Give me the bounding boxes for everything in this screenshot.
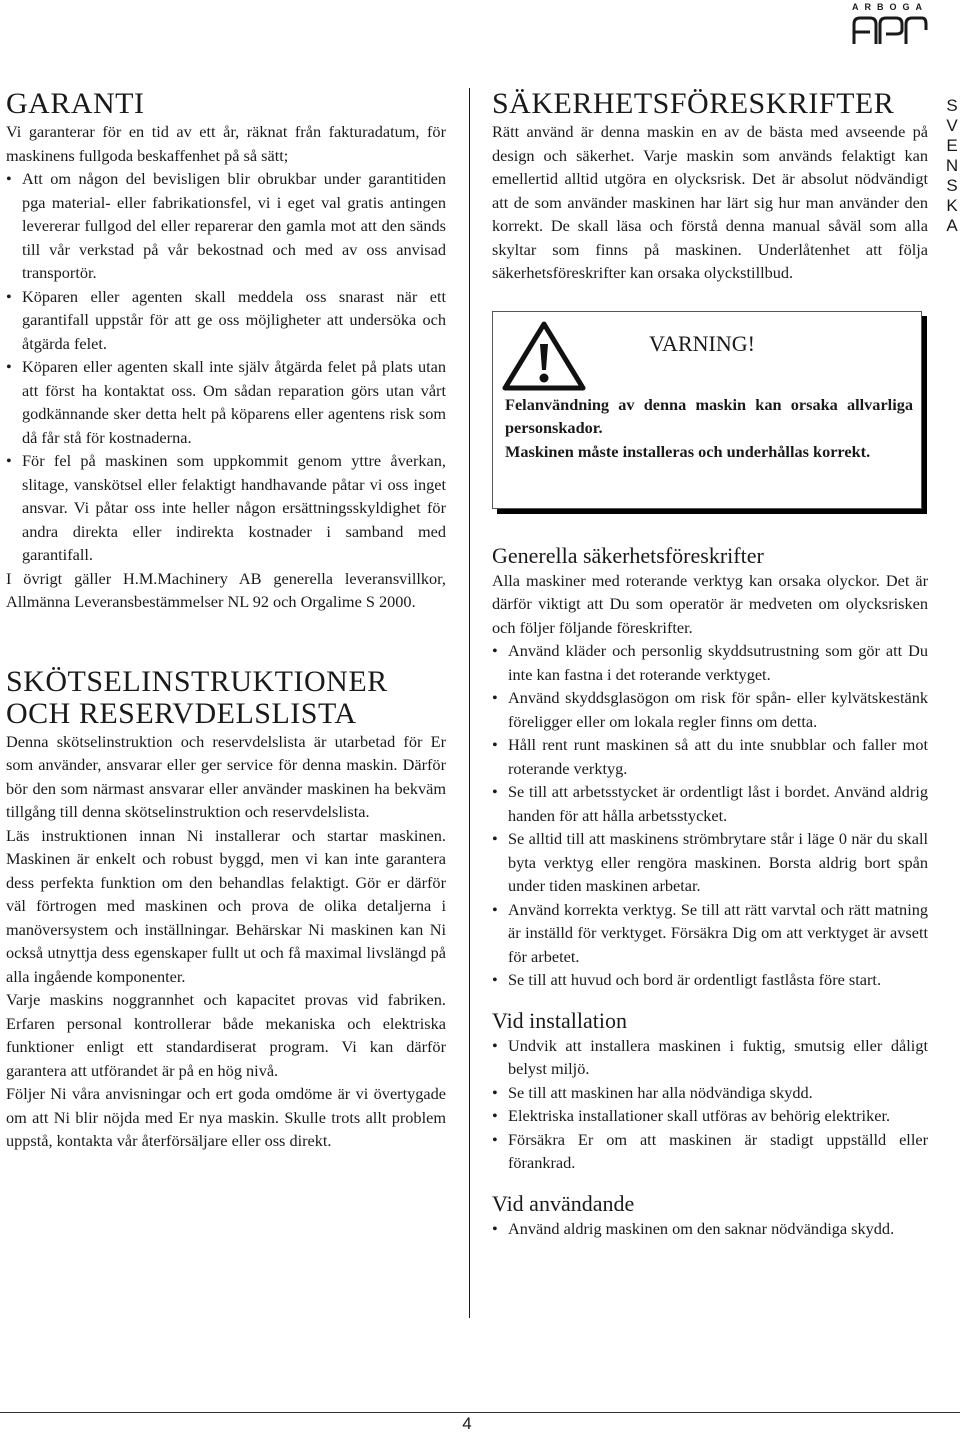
garanti-closing: I övrigt gäller H.M.Machinery AB generella leveransvillkor, Allmänna Leveransbestämmelser NL 92 och Orgalime S 2000. — [6, 568, 446, 611]
arboga-logo-icon — [850, 14, 928, 46]
brand-name: ARBOGA — [852, 2, 928, 12]
list-item: • Använd skyddsglasögon om risk för spån- eller kylvätskestänk föreligger eller om lokala regler finns om detta. — [492, 686, 928, 733]
generella-title: Generella säkerhetsföreskrifter — [492, 542, 764, 568]
generella-list — [492, 639, 928, 992]
skotsel-paragraph: Läs instruktionen innan Ni installerar och startar maskinen. Maskinen är enkelt och robust byggd, men vi kan inte garantera dess perfekta funktion om den behandlas felaktigt. Gör er därför väl förtrogen med maskinen och prova de olika detaljerna i manöversystem och inställningar. Behärskar Ni maskinen kan Ni också utnyttja dess egenskaper fullt ut och få maximal livslängd på alla ingående komponenter. — [6, 825, 446, 986]
warning-title: VARNING! — [649, 330, 755, 356]
skotsel-title-2: OCH RESERVDELSLISTA — [6, 696, 357, 730]
skotsel-paragraph: Varje maskins noggrannhet och kapacitet provas vid fabriken. Erfaren personal kontrollerar både mekaniska och elektriska funktioner enligt ett standardiserat program. Vi kan därför garantera att utförandet är på en hög nivå. — [6, 990, 446, 1080]
right-column — [492, 88, 928, 1240]
sakerhet-title: SÄKERHETSFÖRESKRIFTER — [492, 87, 895, 120]
sakerhet-text: Rätt använd är denna maskin en av de bästa med avseende på design och säkerhet. Varje maskin som används felaktigt kan emellertid alltid utgöra en olycksrisk. Det är absolut nödvändigt att de som använder maskinen har lärt sig hur man använder den korrekt. De skall läsa och förstå denna manual såväl som alla skyltar som finns på maskinen. Underlåtenhet att följa säkerhetsföreskrifter kan orsaka olyckstillbud. — [492, 122, 928, 282]
list-item: • Se till att maskinen har alla nödvändiga skydd. — [492, 1081, 928, 1105]
list-item: • Försäkra Er om att maskinen är stadigt uppställd eller förankrad. — [492, 1128, 928, 1175]
warning-line: Maskinen måste installeras och underhållas korrekt. — [505, 441, 871, 461]
garanti-title: GARANTI — [6, 87, 145, 120]
skotsel-title-1: SKÖTSELINSTRUKTIONER — [6, 664, 388, 698]
footer-rule — [0, 1412, 960, 1413]
list-item: • Se till att arbetsstycket är ordentligt låst i bordet. Använd aldrig handen för att hålla arbetsstycket. — [492, 780, 928, 827]
list-item: • Köparen eller agenten skall meddela oss snarast när ett garantifall uppstår för att ge oss möjligheter att undersöka och åtgärda felet. — [6, 285, 446, 356]
generella-intro: Alla maskiner med roterande verktyg kan orsaka olyckor. Det är därför viktigt att Du som operatör är medveten om olycksrisken och följer följande föreskrifter. — [492, 570, 928, 637]
list-item: • Använd korrekta verktyg. Se till att rätt varvtal och rätt matning är inställd för verktyget. Försäkra Dig om att verktyget är avsett för arbetet. — [492, 898, 928, 969]
warning-box — [492, 311, 922, 509]
anvandande-title: Vid användande — [492, 1190, 635, 1216]
warning-text — [505, 393, 913, 464]
list-item: • Se till att huvud och bord är ordentligt fastlåsta före start. — [492, 968, 928, 992]
garanti-list — [6, 167, 446, 567]
list-item: • För fel på maskinen som uppkommit genom yttre åverkan, slitage, vanskötsel eller felaktigt handhavande påtar vi oss inget ansvar. Vi påtar oss inte heller någon ersättningsskyldighet för andra direkta eller indirekta kostnader i samband med garantifall. — [6, 449, 446, 567]
list-item: • Att om någon del bevisligen blir obrukbar under garantitiden pga material- eller fabrikationsfel, vi i eget val gratis antingen levererar fullgod del eller reparerar den gamla mot att den sänds till vår verkstad på vår bekostnad och med av oss anvisad transportör. — [6, 167, 446, 285]
list-item: • Elektriska installationer skall utföras av behörig elektriker. — [492, 1104, 928, 1128]
installation-title: Vid installation — [492, 1007, 627, 1033]
language-label: S V E N S K A — [945, 96, 959, 235]
page-number: 4 — [462, 1414, 472, 1433]
skotsel-paragraph: Följer Ni våra anvisningar och ert goda omdöme är vi övertygade om att Ni blir nöjda med Er nya maskin. Skulle trots allt problem uppstå, kontakta vår återförsäljare eller oss direkt. — [6, 1084, 446, 1150]
anvandande-list — [492, 1217, 928, 1241]
list-item: • Använd kläder och personlig skyddsutrustning som gör att Du inte kan fastna i det roterande verktyget. — [492, 639, 928, 686]
list-item: • Undvik att installera maskinen i fuktig, smutsig eller dåligt belyst miljö. — [492, 1034, 928, 1081]
list-item: • Se alltid till att maskinens strömbrytare står i läge 0 när du skall byta verktyg eller rengöra maskinen. Borsta aldrig bort spån under tiden maskinen arbetar. — [492, 827, 928, 898]
skotsel-paragraph: Denna skötselinstruktion och reservdelslista är utarbetad för Er som använder, ansvarar eller ger service för denna maskin. Därför bör den som närmast ansvarar eller använder maskinen ha bekväm tillgång till denna skötselinstruktion och reservdelslista. — [6, 731, 446, 821]
garanti-intro: Vi garanterar för en tid av ett år, räknat från fakturadatum, för maskinens fullgoda beskaffenhet på så sätt; — [6, 122, 446, 165]
left-column — [6, 88, 446, 1153]
column-divider — [469, 88, 470, 1318]
warning-line: Felanvändning av denna maskin kan orsaka allvarliga personskador. — [505, 394, 913, 437]
installation-list — [492, 1034, 928, 1175]
list-item: • Köparen eller agenten skall inte själv åtgärda felet på plats utan att först ha kontaktat oss. Om sådan reparation görs utan vårt godkännande sker detta helt på köparens eller agentens risk som då får stå för kostnaderna. — [6, 355, 446, 449]
warning-triangle-icon — [501, 320, 587, 392]
list-item: • Håll rent runt maskinen så att du inte snubblar och faller mot roterande verktyg. — [492, 733, 928, 780]
list-item: • Använd aldrig maskinen om den saknar nödvändiga skydd. — [492, 1217, 928, 1241]
